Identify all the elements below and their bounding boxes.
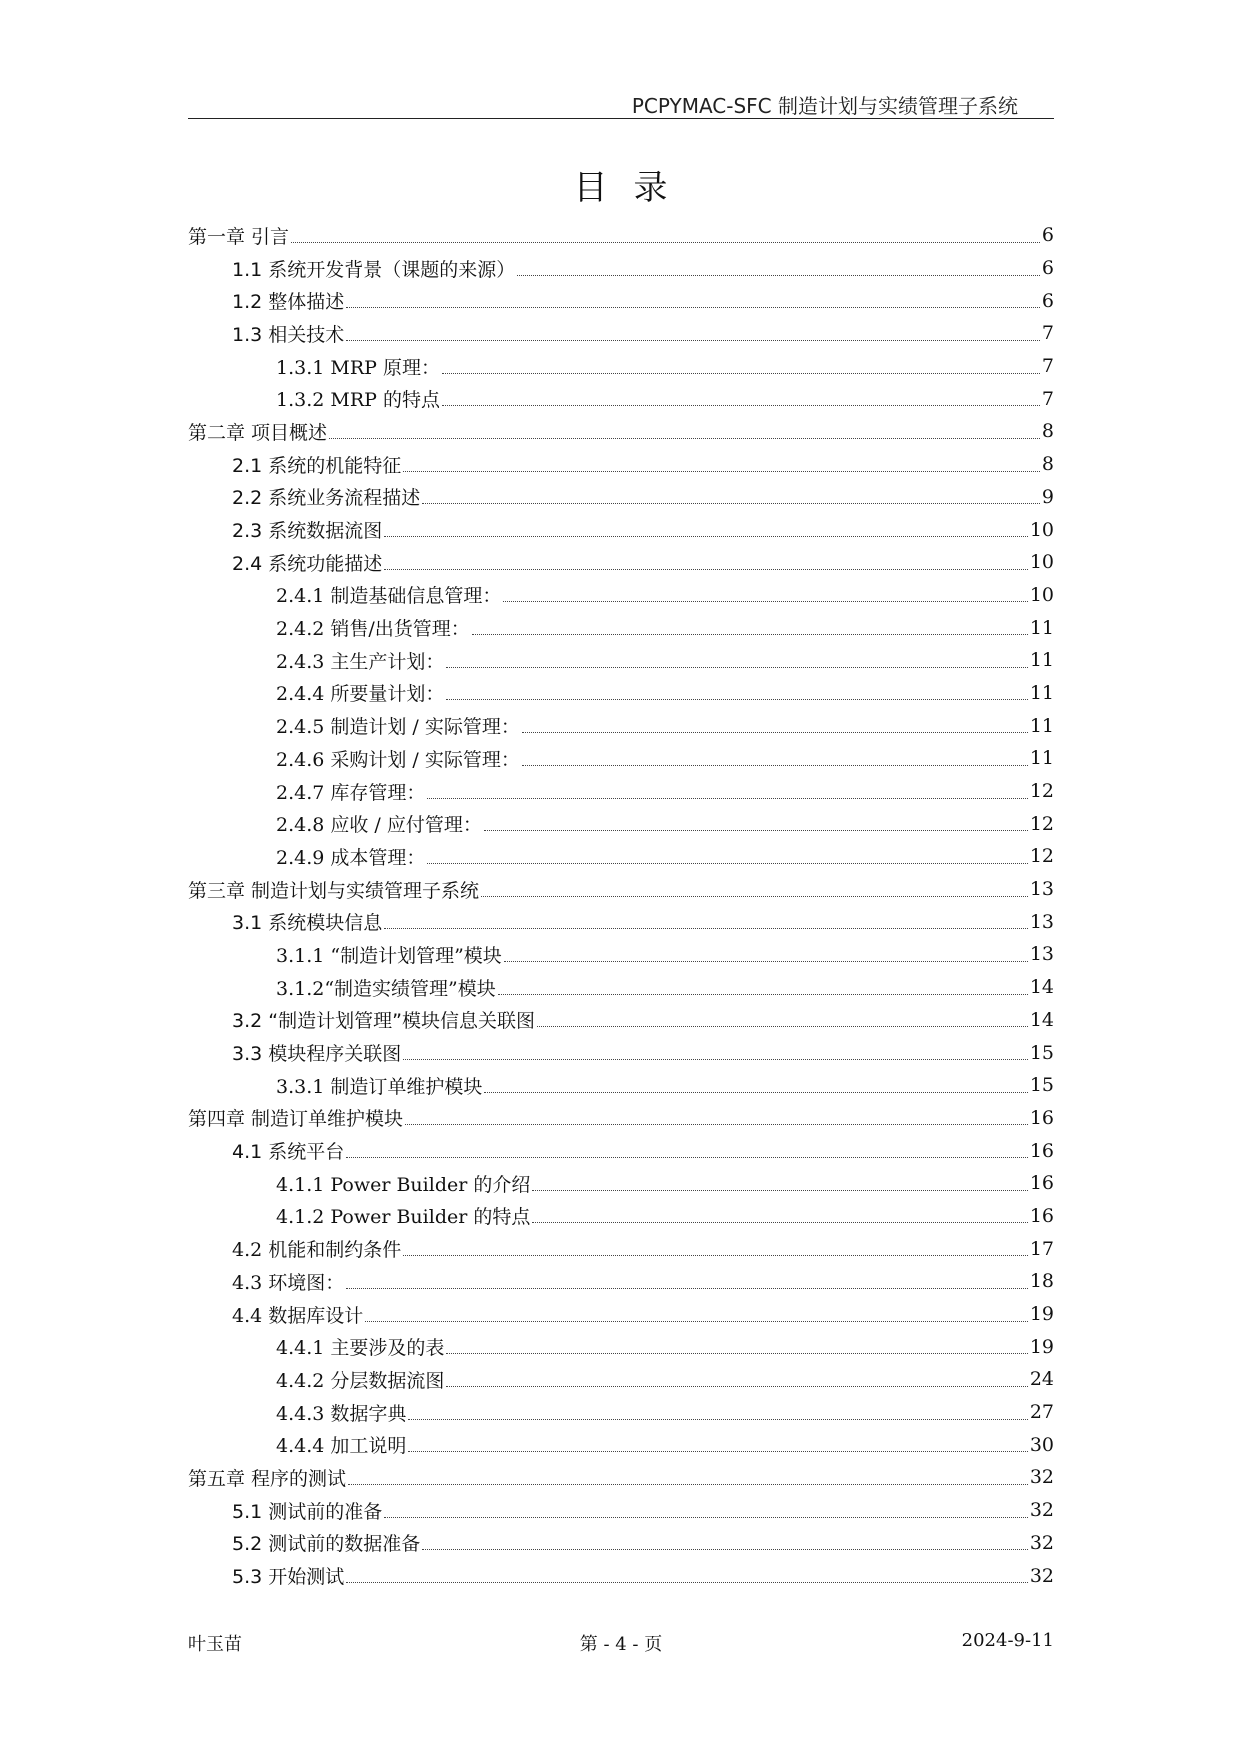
toc-dot-leader [442, 405, 1040, 406]
toc-entry-label: 2.4 系统功能描述 [232, 552, 383, 575]
toc-dot-leader [484, 830, 1028, 831]
toc-entry[interactable] [188, 1559, 1054, 1592]
toc-entry-label: 4.3 环境图： [232, 1271, 345, 1294]
toc-entry-page-number: 9 [1041, 485, 1054, 508]
toc-dot-leader [446, 1353, 1027, 1354]
toc-dot-leader [346, 1582, 1028, 1583]
toc-dot-leader [346, 307, 1040, 308]
toc-entry-label: 2.3 系统数据流图 [232, 520, 383, 543]
toc-entry-label: 第三章 制造计划与实绩管理子系统 [188, 879, 480, 902]
toc-entry-label: 第四章 制造订单维护模块 [188, 1108, 404, 1131]
toc-dot-leader [346, 340, 1040, 341]
toc-entry[interactable] [188, 1494, 1054, 1527]
toc-entry-page-number: 16 [1029, 1204, 1054, 1227]
toc-entry[interactable] [188, 709, 1054, 742]
toc-entry-page-number: 15 [1029, 1041, 1054, 1064]
toc-dot-leader [481, 896, 1028, 897]
toc-dot-leader [384, 1517, 1028, 1518]
toc-entry[interactable] [188, 1428, 1054, 1461]
toc-entry-label: 2.4.5 制造计划 / 实际管理： [276, 716, 520, 739]
toc-entry[interactable] [188, 284, 1054, 317]
toc-entry[interactable] [188, 1265, 1054, 1298]
toc-entry-label: 4.4.2 分层数据流图 [276, 1369, 445, 1392]
toc-entry-page-number: 12 [1029, 812, 1054, 835]
toc-entry-page-number: 17 [1029, 1237, 1054, 1260]
toc-entry-label: 2.4.3 主生产计划： [276, 650, 445, 673]
toc-dot-leader [291, 242, 1040, 243]
toc-entry[interactable] [188, 1461, 1054, 1494]
toc-dot-leader [329, 438, 1040, 439]
toc-entry[interactable] [188, 350, 1054, 383]
toc-entry-label: 3.1.2“制造实绩管理”模块 [276, 977, 496, 1000]
toc-entry[interactable] [188, 1036, 1054, 1069]
page-footer [188, 1630, 1054, 1658]
toc-entry-label: 4.4.3 数据字典 [276, 1402, 407, 1425]
toc-entry[interactable] [188, 611, 1054, 644]
header-title: PCPYMAC-SFC 制造计划与实绩管理子系统 [631, 94, 1018, 118]
toc-entry-page-number: 12 [1029, 780, 1054, 803]
toc-dot-leader [365, 1321, 1028, 1322]
toc-dot-leader [403, 1059, 1028, 1060]
toc-entry-label: 第五章 程序的测试 [188, 1467, 347, 1490]
toc-entry[interactable] [188, 1527, 1054, 1560]
toc-entry[interactable] [188, 1396, 1054, 1429]
toc-dot-leader [384, 928, 1028, 929]
toc-entry-page-number: 13 [1029, 878, 1054, 901]
toc-entry-label: 2.4.1 制造基础信息管理： [276, 585, 502, 608]
toc-dot-leader [537, 1026, 1028, 1027]
toc-entry-page-number: 18 [1029, 1270, 1054, 1293]
toc-dot-leader [403, 1255, 1028, 1256]
toc-entry[interactable] [188, 382, 1054, 415]
toc-entry-page-number: 14 [1029, 1008, 1054, 1031]
toc-dot-leader [346, 1157, 1028, 1158]
toc-entry-label: 3.2 “制造计划管理”模块信息关联图 [232, 1010, 535, 1033]
toc-entry[interactable] [188, 1200, 1054, 1233]
toc-entry[interactable] [188, 807, 1054, 840]
toc-entry-label: 2.4.9 成本管理： [276, 846, 426, 869]
toc-entry-page-number: 7 [1041, 387, 1054, 410]
toc-entry[interactable] [188, 1004, 1054, 1037]
toc-dot-leader [384, 536, 1028, 537]
toc-entry[interactable] [188, 840, 1054, 873]
toc-entry[interactable] [188, 1298, 1054, 1331]
toc-dot-leader [498, 994, 1028, 995]
toc-entry[interactable] [188, 873, 1054, 906]
toc-entry-label: 4.4.1 主要涉及的表 [276, 1337, 445, 1360]
toc-dot-leader [442, 373, 1040, 374]
toc-entry-label: 1.1 系统开发背景（课题的来源） [232, 258, 516, 281]
toc-entry[interactable] [188, 317, 1054, 350]
toc-entry-label: 2.2 系统业务流程描述 [232, 487, 421, 510]
toc-entry-label: 4.1.1 Power Builder 的介绍 [276, 1173, 531, 1196]
toc-entry-label: 4.1 系统平台 [232, 1141, 345, 1164]
toc-entry-label: 2.4.8 应收 / 应付管理： [276, 814, 482, 837]
toc-dot-leader [427, 798, 1027, 799]
table-of-contents [188, 219, 1054, 1592]
toc-dot-leader [384, 569, 1028, 570]
toc-entry[interactable] [188, 1330, 1054, 1363]
toc-entry[interactable] [188, 971, 1054, 1004]
toc-dot-leader [446, 699, 1027, 700]
toc-entry-label: 2.4.2 销售/出货管理： [276, 618, 470, 641]
toc-entry[interactable] [188, 938, 1054, 971]
toc-entry-label: 1.3.2 MRP 的特点 [276, 389, 440, 412]
toc-entry-page-number: 30 [1029, 1433, 1054, 1456]
toc-entry[interactable] [188, 1232, 1054, 1265]
toc-dot-leader [346, 1288, 1028, 1289]
toc-entry-page-number: 11 [1029, 681, 1054, 704]
toc-entry-page-number: 7 [1041, 355, 1054, 378]
footer-author: 叶玉苗 [188, 1634, 242, 1655]
toc-entry[interactable] [188, 1134, 1054, 1167]
toc-entry-page-number: 19 [1029, 1335, 1054, 1358]
toc-entry-label: 4.4.4 加工说明 [276, 1435, 407, 1458]
toc-dot-leader [422, 503, 1040, 504]
toc-dot-leader [532, 1222, 1027, 1223]
toc-entry-page-number: 10 [1029, 518, 1054, 541]
toc-entry-label: 5.1 测试前的准备 [232, 1500, 383, 1523]
toc-dot-leader [422, 1549, 1028, 1550]
toc-dot-leader [405, 1124, 1028, 1125]
toc-entry-page-number: 11 [1029, 649, 1054, 672]
toc-entry[interactable] [188, 1167, 1054, 1200]
toc-dot-leader [532, 1190, 1027, 1191]
toc-entry[interactable] [188, 513, 1054, 546]
toc-entry-label: 1.3 相关技术 [232, 323, 345, 346]
toc-entry-page-number: 6 [1041, 224, 1054, 247]
toc-entry-page-number: 32 [1029, 1531, 1054, 1554]
toc-entry-page-number: 7 [1041, 322, 1054, 345]
toc-entry-page-number: 10 [1029, 551, 1054, 574]
toc-entry[interactable] [188, 1363, 1054, 1396]
toc-dot-leader [348, 1484, 1028, 1485]
page-header [188, 88, 1054, 119]
toc-entry[interactable] [188, 219, 1054, 252]
toc-entry[interactable] [188, 546, 1054, 579]
toc-entry-page-number: 16 [1029, 1139, 1054, 1162]
toc-entry-label: 3.3.1 制造订单维护模块 [276, 1075, 483, 1098]
toc-dot-leader [408, 1419, 1027, 1420]
toc-dot-leader [446, 1386, 1027, 1387]
toc-entry-page-number: 12 [1029, 845, 1054, 868]
footer-date: 2024-9-11 [961, 1630, 1054, 1651]
toc-entry-page-number: 10 [1029, 583, 1054, 606]
toc-entry[interactable] [188, 742, 1054, 775]
toc-entry-page-number: 13 [1029, 910, 1054, 933]
toc-entry[interactable] [188, 644, 1054, 677]
toc-entry-page-number: 16 [1029, 1172, 1054, 1195]
toc-entry[interactable] [188, 481, 1054, 514]
toc-entry-page-number: 16 [1029, 1106, 1054, 1129]
toc-entry-label: 2.4.6 采购计划 / 实际管理： [276, 748, 520, 771]
toc-entry-page-number: 19 [1029, 1303, 1054, 1326]
toc-dot-leader [484, 1092, 1027, 1093]
toc-entry-page-number: 11 [1029, 616, 1054, 639]
toc-dot-leader [503, 601, 1027, 602]
toc-entry[interactable] [188, 415, 1054, 448]
toc-entry-page-number: 11 [1029, 747, 1054, 770]
toc-entry-page-number: 14 [1029, 976, 1054, 999]
toc-entry-page-number: 8 [1041, 453, 1054, 476]
toc-entry-label: 5.3 开始测试 [232, 1566, 345, 1589]
toc-dot-leader [504, 961, 1028, 962]
toc-entry[interactable] [188, 677, 1054, 710]
toc-entry-label: 2.4.4 所要量计划： [276, 683, 445, 706]
toc-entry-page-number: 32 [1029, 1466, 1054, 1489]
toc-entry[interactable] [188, 579, 1054, 612]
toc-entry-label: 4.4 数据库设计 [232, 1304, 364, 1327]
toc-entry-page-number: 27 [1029, 1401, 1054, 1424]
toc-entry-label: 4.2 机能和制约条件 [232, 1239, 402, 1262]
toc-dot-leader [522, 765, 1028, 766]
toc-dot-leader [427, 863, 1027, 864]
toc-entry-label: 3.1.1 “制造计划管理”模块 [276, 944, 502, 967]
toc-entry[interactable] [188, 448, 1054, 481]
toc-entry-label: 3.1 系统模块信息 [232, 912, 383, 935]
footer-page-number: 第 - 4 - 页 [579, 1634, 663, 1655]
toc-entry[interactable] [188, 252, 1054, 285]
toc-entry-label: 1.3.1 MRP 原理： [276, 356, 440, 379]
toc-dot-leader [472, 634, 1028, 635]
toc-entry-page-number: 24 [1029, 1368, 1054, 1391]
toc-entry-label: 3.3 模块程序关联图 [232, 1043, 402, 1066]
page-title: 目录 [573, 168, 694, 208]
toc-entry[interactable] [188, 1102, 1054, 1135]
toc-entry-label: 第一章 引言 [188, 225, 290, 248]
toc-entry-page-number: 32 [1029, 1564, 1054, 1587]
toc-entry-page-number: 8 [1041, 420, 1054, 443]
toc-dot-leader [446, 667, 1027, 668]
toc-entry[interactable] [188, 1069, 1054, 1102]
toc-entry-label: 2.1 系统的机能特征 [232, 454, 402, 477]
toc-entry-page-number: 6 [1041, 257, 1054, 280]
toc-entry-label: 5.2 测试前的数据准备 [232, 1533, 421, 1556]
toc-dot-leader [408, 1451, 1027, 1452]
toc-entry-page-number: 32 [1029, 1499, 1054, 1522]
toc-dot-leader [517, 275, 1040, 276]
toc-entry-page-number: 6 [1041, 289, 1054, 312]
toc-entry-label: 第二章 项目概述 [188, 421, 328, 444]
toc-entry-label: 4.1.2 Power Builder 的特点 [276, 1206, 531, 1229]
toc-entry-label: 2.4.7 库存管理： [276, 781, 426, 804]
toc-entry[interactable] [188, 775, 1054, 808]
toc-entry-page-number: 13 [1029, 943, 1054, 966]
toc-dot-leader [403, 471, 1040, 472]
toc-entry-page-number: 11 [1029, 714, 1054, 737]
toc-entry[interactable] [188, 905, 1054, 938]
toc-entry-label: 1.2 整体描述 [232, 291, 345, 314]
toc-entry-page-number: 15 [1029, 1074, 1054, 1097]
toc-dot-leader [522, 732, 1028, 733]
